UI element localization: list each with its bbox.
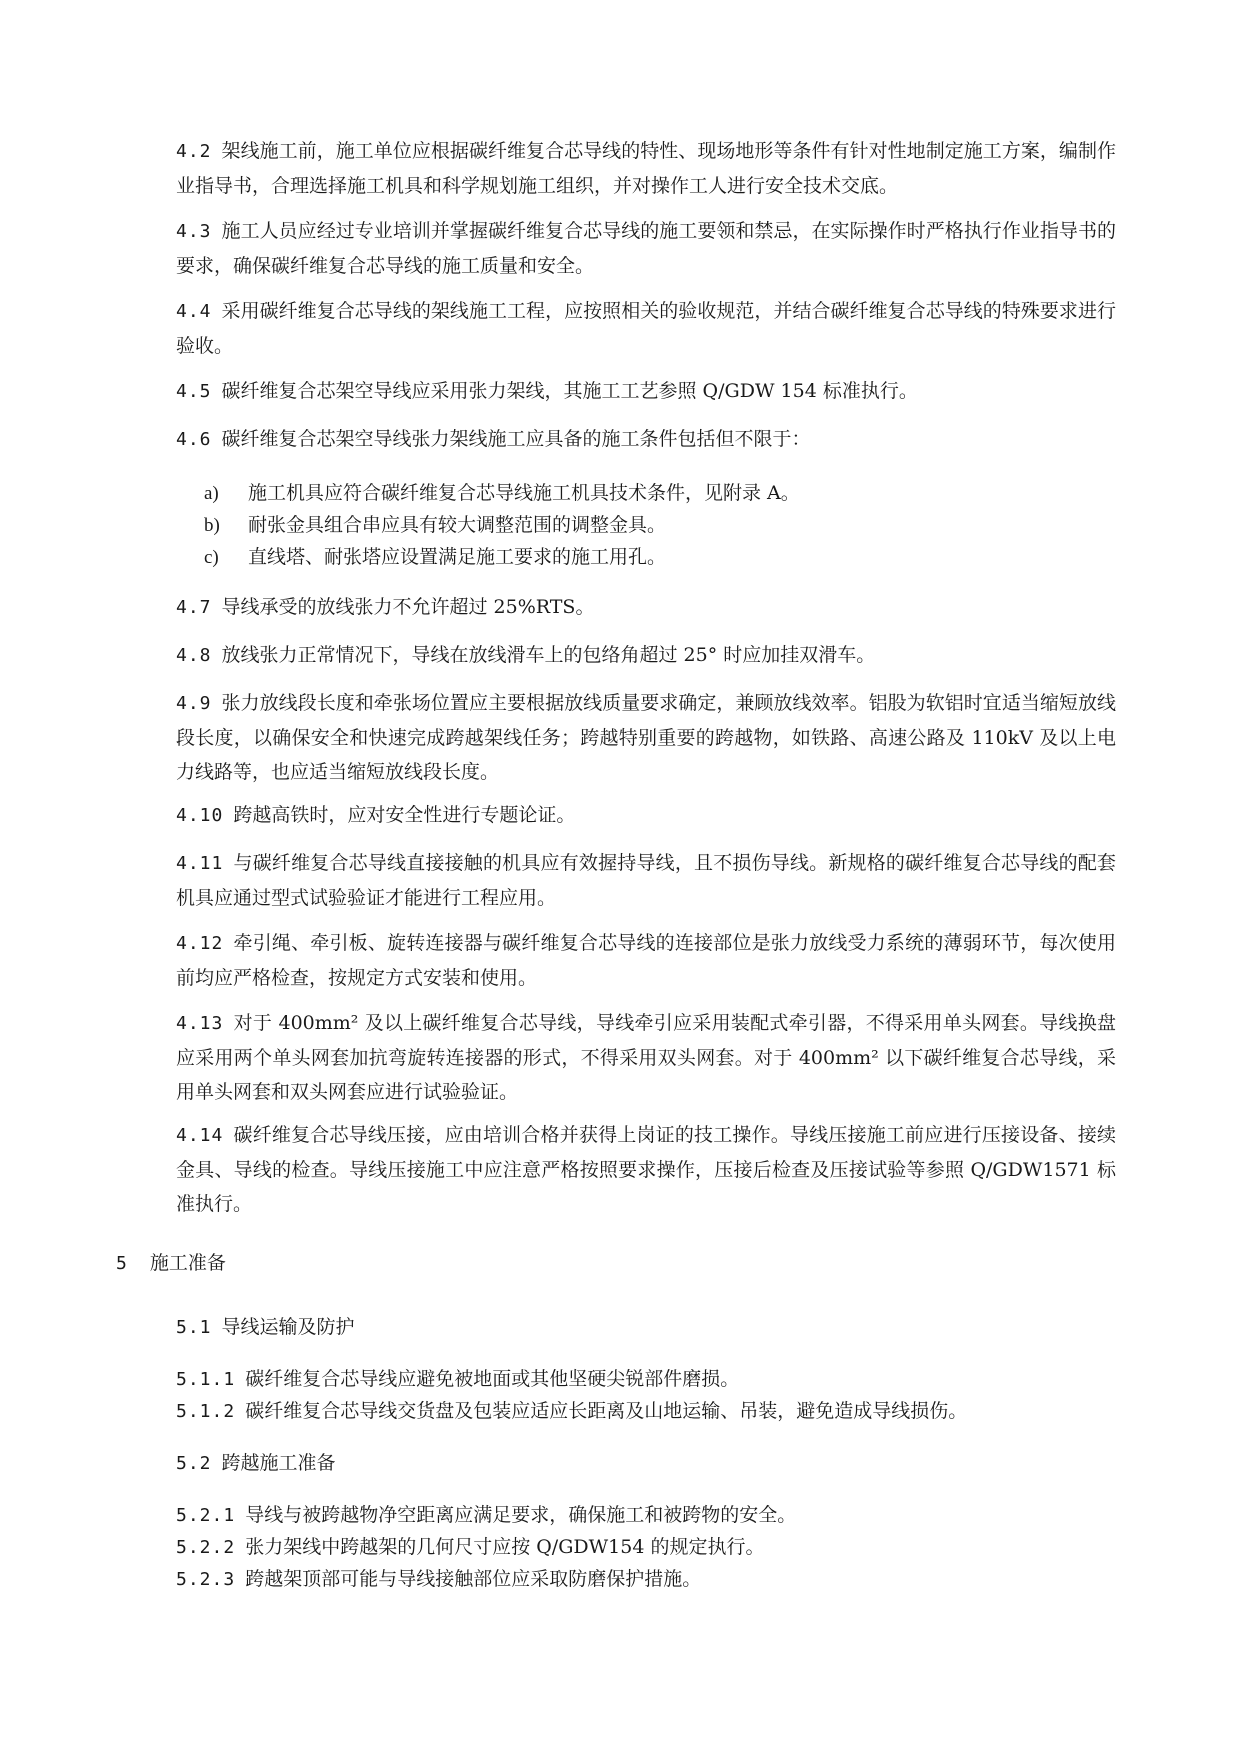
clause-number: 4.4 (176, 301, 212, 322)
subsection-heading-5-2 (176, 1446, 336, 1481)
list-marker: c) (204, 547, 219, 568)
clause-5-2-2 (176, 1530, 764, 1565)
clause-4-13 (176, 1006, 1116, 1109)
clause-text: 采用碳纤维复合芯导线的架线施工工程，应按照相关的验收规范，并结合碳纤维复合芯导线的特殊要求进行验收。 (176, 300, 1116, 357)
clause-4-12 (176, 926, 1116, 995)
clause-number: 4.2 (176, 141, 212, 162)
subsection-number: 5.1 (176, 1317, 212, 1338)
clause-text: 碳纤维复合芯架空导线应采用张力架线，其施工工艺参照 Q/GDW 154 标准执行。 (221, 380, 918, 402)
clause-4-8 (176, 638, 1116, 673)
clause-5-1-1 (176, 1362, 739, 1397)
clause-text: 放线张力正常情况下，导线在放线滑车上的包络角超过 25° 时应加挂双滑车。 (221, 644, 876, 666)
list-item-text: 直线塔、耐张塔应设置满足施工要求的施工用孔。 (248, 546, 667, 568)
clause-4-7 (176, 590, 1116, 625)
clause-number: 4.9 (176, 693, 212, 714)
clause-text: 跨越架顶部可能与导线接触部位应采取防磨保护措施。 (245, 1568, 702, 1590)
clause-text: 牵引绳、牵引板、旋转连接器与碳纤维复合芯导线的连接部位是张力放线受力系统的薄弱环节，每次使用前均应严格检查，按规定方式安装和使用。 (176, 932, 1116, 989)
clause-text: 张力架线中跨越架的几何尺寸应按 Q/GDW154 的规定执行。 (245, 1536, 765, 1558)
list-item-text: 耐张金具组合串应具有较大调整范围的调整金具。 (248, 514, 667, 536)
clause-number: 4.3 (176, 221, 212, 242)
clause-4-4 (176, 294, 1116, 363)
clause-4-5 (176, 374, 1116, 409)
clause-text: 架线施工前，施工单位应根据碳纤维复合芯导线的特性、现场地形等条件有针对性地制定施工方案，编制作业指导书，合理选择施工机具和科学规划施工组织，并对操作工人进行安全技术交底。 (176, 140, 1116, 197)
clause-number: 4.10 (176, 805, 224, 826)
subsection-heading-5-1 (176, 1310, 355, 1345)
clause-number: 4.11 (176, 853, 224, 874)
clause-4-10 (176, 798, 1116, 833)
clause-text: 与碳纤维复合芯导线直接接触的机具应有效握持导线，且不损伤导线。新规格的碳纤维复合芯导线的配套机具应通过型式试验验证才能进行工程应用。 (176, 852, 1116, 909)
clause-4-14 (176, 1118, 1116, 1221)
clause-text: 导线承受的放线张力不允许超过 25%RTS。 (221, 596, 595, 618)
list-item-c (204, 540, 666, 575)
clause-4-11 (176, 846, 1116, 915)
clause-number: 4.7 (176, 597, 212, 618)
clause-5-2-1 (176, 1498, 796, 1533)
section-heading-5 (116, 1246, 226, 1281)
clause-number: 4.14 (176, 1125, 224, 1146)
section-number: 5 (116, 1253, 128, 1274)
clause-text: 碳纤维复合芯导线交货盘及包装应适应长距离及山地运输、吊装，避免造成导线损伤。 (245, 1400, 968, 1422)
subsection-title: 导线运输及防护 (221, 1316, 355, 1338)
clause-4-2 (176, 134, 1116, 203)
clause-text: 施工人员应经过专业培训并掌握碳纤维复合芯导线的施工要领和禁忌，在实际操作时严格执行作业指导书的要求，确保碳纤维复合芯导线的施工质量和安全。 (176, 220, 1116, 277)
subsection-title: 跨越施工准备 (221, 1452, 336, 1474)
list-marker: b) (204, 515, 220, 536)
clause-4-6 (176, 422, 1116, 457)
clause-number: 4.12 (176, 933, 224, 954)
clause-text: 碳纤维复合芯导线应避免被地面或其他坚硬尖锐部件磨损。 (245, 1368, 740, 1390)
clause-4-9 (176, 686, 1116, 789)
clause-number: 4.5 (176, 381, 212, 402)
clause-number: 5.2.1 (176, 1505, 236, 1526)
clause-5-2-3 (176, 1562, 701, 1597)
list-marker: a) (204, 483, 219, 504)
clause-number: 5.1.1 (176, 1369, 236, 1390)
clause-number: 4.13 (176, 1013, 224, 1034)
clause-5-1-2 (176, 1394, 967, 1429)
clause-text: 碳纤维复合芯架空导线张力架线施工应具备的施工条件包括但不限于： (221, 428, 811, 450)
clause-number: 5.2.2 (176, 1537, 236, 1558)
clause-number: 5.1.2 (176, 1401, 236, 1422)
clause-text: 对于 400mm² 及以上碳纤维复合芯导线，导线牵引应采用装配式牵引器，不得采用单头网套。导线换盘应采用两个单头网套加抗弯旋转连接器的形式，不得采用双头网套。对于 400mm² 以下碳纤维复合芯导线，采用单头网套和双头网套应进行试验验证。 (176, 1012, 1116, 1103)
clause-4-3 (176, 214, 1116, 283)
clause-text: 张力放线段长度和牵张场位置应主要根据放线质量要求确定，兼顾放线效率。铝股为软铝时宜适当缩短放线段长度，以确保安全和快速完成跨越架线任务；跨越特别重要的跨越物，如铁路、高速公路及 110kV 及以上电力线路等，也应适当缩短放线段长度。 (176, 692, 1116, 783)
list-item-text: 施工机具应符合碳纤维复合芯导线施工机具技术条件，见附录 A。 (248, 482, 800, 504)
list-item-b (204, 508, 666, 543)
clause-text: 跨越高铁时，应对安全性进行专题论证。 (233, 804, 576, 826)
subsection-number: 5.2 (176, 1453, 212, 1474)
clause-number: 5.2.3 (176, 1569, 236, 1590)
clause-number: 4.6 (176, 429, 212, 450)
clause-text: 导线与被跨越物净空距离应满足要求，确保施工和被跨物的安全。 (245, 1504, 797, 1526)
clause-number: 4.8 (176, 645, 212, 666)
section-title: 施工准备 (149, 1252, 226, 1274)
clause-text: 碳纤维复合芯导线压接，应由培训合格并获得上岗证的技工操作。导线压接施工前应进行压接设备、接续金具、导线的检查。导线压接施工中应注意严格按照要求操作，压接后检查及压接试验等参照 Q/GDW1571 标准执行。 (176, 1124, 1116, 1215)
list-item-a (204, 476, 800, 511)
